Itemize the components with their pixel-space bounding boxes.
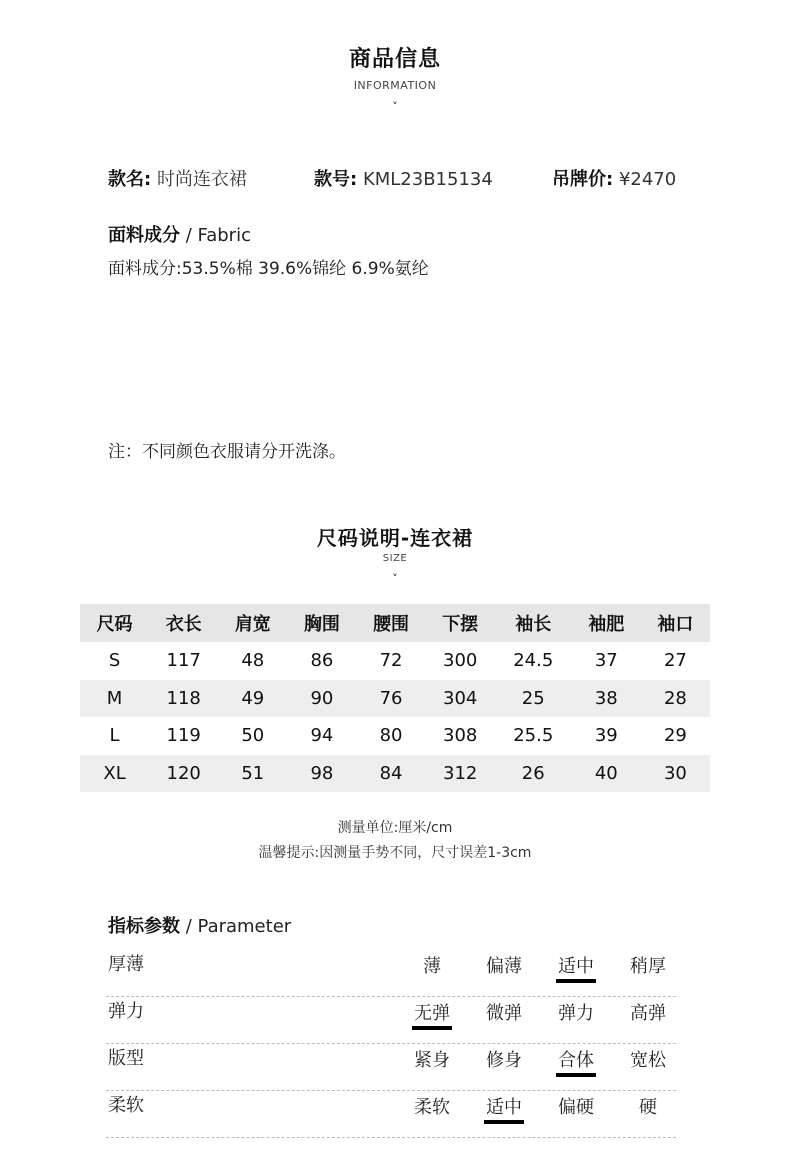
parameter-option: 紧身 (414, 1050, 450, 1071)
product-code-label: 款号: (314, 169, 358, 190)
header-cell: 胸围 (303, 614, 340, 635)
table-cell: 76 (379, 687, 403, 709)
size-subtitle: SIZE (382, 553, 408, 564)
table-cell: 312 (443, 762, 478, 784)
header-cell: 腰围 (373, 614, 410, 635)
table-cell: 51 (241, 762, 265, 784)
table-cell: 308 (443, 725, 478, 747)
table-cell: 49 (241, 687, 265, 709)
unit-note: 测量单位:厘米/cm (337, 820, 453, 836)
table-cell: 117 (166, 650, 201, 672)
table-cell: 94 (310, 725, 334, 747)
table-cell: 84 (379, 762, 403, 784)
parameter-option: 适中 (474, 1093, 534, 1119)
chevron-down-icon: ˅ (392, 100, 398, 113)
parameter-row-softness (106, 1091, 676, 1138)
header-cell: 肩宽 (234, 614, 271, 635)
fabric-heading (108, 221, 251, 247)
header-cell: 衣长 (165, 614, 202, 635)
product-name-value: 时尚连衣裙 (156, 169, 247, 190)
table-cell: 119 (166, 725, 201, 747)
fabric-composition: 面料成分:53.5%棉 39.6%锦纶 6.9%氨纶 (108, 259, 429, 279)
parameter-label: 版型 (108, 1048, 144, 1069)
parameter-heading (108, 912, 291, 938)
table-cell: 38 (594, 687, 618, 709)
info-subtitle: INFORMATION (353, 79, 437, 92)
table-row (80, 642, 710, 680)
table-cell: 29 (663, 725, 687, 747)
table-cell: 37 (594, 650, 618, 672)
parameter-row-elasticity (106, 997, 676, 1044)
header-cell: 袖肥 (588, 614, 625, 635)
table-cell: 86 (310, 650, 334, 672)
table-cell: 30 (663, 762, 687, 784)
table-cell: 28 (663, 687, 687, 709)
product-code-value: KML23B15134 (362, 169, 493, 190)
fabric-heading-label: 面料成分 (108, 225, 180, 246)
table-row (80, 755, 710, 793)
product-name (108, 165, 247, 191)
header-cell: 下摆 (442, 614, 479, 635)
parameter-option: 稍厚 (630, 956, 666, 977)
parameter-option: 柔软 (414, 1097, 450, 1118)
header-cell: 袖长 (515, 614, 552, 635)
table-cell: 25 (521, 687, 545, 709)
table-cell: 27 (663, 650, 687, 672)
parameter-option: 高弹 (630, 1003, 666, 1024)
parameter-option: 修身 (486, 1050, 522, 1071)
size-table-header (80, 604, 710, 642)
parameter-row-thickness (106, 950, 676, 997)
table-cell: L (109, 725, 120, 747)
table-cell: 300 (443, 650, 478, 672)
table-cell: 25.5 (513, 725, 554, 747)
tolerance-note: 温馨提示:因测量手势不同，尺寸误差1-3cm (258, 845, 532, 861)
table-row (80, 717, 710, 755)
parameter-heading-label: 指标参数 (108, 916, 180, 937)
parameter-option: 无弹 (402, 999, 462, 1025)
table-cell: 24.5 (513, 650, 554, 672)
table-cell: 98 (310, 762, 334, 784)
size-table (80, 604, 710, 792)
parameter-option: 弹力 (558, 1003, 594, 1024)
wash-note: 注：不同颜色衣服请分开洗涤。 (108, 442, 346, 462)
parameter-label: 厚薄 (108, 954, 144, 975)
size-title: 尺码说明-连衣裙 (316, 526, 474, 550)
table-cell: 48 (241, 650, 265, 672)
parameter-label: 弹力 (108, 1001, 144, 1022)
product-code (314, 165, 493, 191)
parameter-option: 适中 (546, 952, 606, 978)
table-cell: 118 (166, 687, 201, 709)
parameter-heading-en: / Parameter (185, 916, 292, 937)
table-cell: 39 (594, 725, 618, 747)
table-cell: XL (103, 762, 126, 784)
table-cell: 72 (379, 650, 403, 672)
table-cell: 90 (310, 687, 334, 709)
parameter-option: 合体 (546, 1046, 606, 1072)
header-cell: 尺码 (96, 614, 133, 635)
parameter-option: 薄 (423, 956, 441, 977)
info-title: 商品信息 (348, 47, 441, 72)
parameter-option: 硬 (639, 1097, 657, 1118)
product-name-label: 款名: (108, 169, 152, 190)
table-cell: S (108, 650, 121, 672)
parameter-option: 宽松 (630, 1050, 666, 1071)
parameter-option: 偏薄 (486, 956, 522, 977)
table-cell: 40 (594, 762, 618, 784)
table-row (80, 680, 710, 718)
product-price-label: 吊牌价: (552, 169, 614, 190)
parameter-row-fit (106, 1044, 676, 1091)
table-cell: 50 (241, 725, 265, 747)
chevron-down-icon: ˅ (392, 572, 398, 585)
fabric-heading-en: / Fabric (185, 225, 251, 246)
table-cell: 304 (443, 687, 478, 709)
product-price-value: ¥2470 (618, 169, 677, 190)
parameter-option: 偏硬 (558, 1097, 594, 1118)
product-price (552, 165, 676, 191)
table-cell: 26 (521, 762, 545, 784)
parameter-option: 微弹 (486, 1003, 522, 1024)
parameter-label: 柔软 (108, 1095, 144, 1116)
header-cell: 袖口 (657, 614, 694, 635)
table-cell: 120 (166, 762, 201, 784)
table-cell: 80 (379, 725, 403, 747)
table-cell: M (106, 687, 123, 709)
